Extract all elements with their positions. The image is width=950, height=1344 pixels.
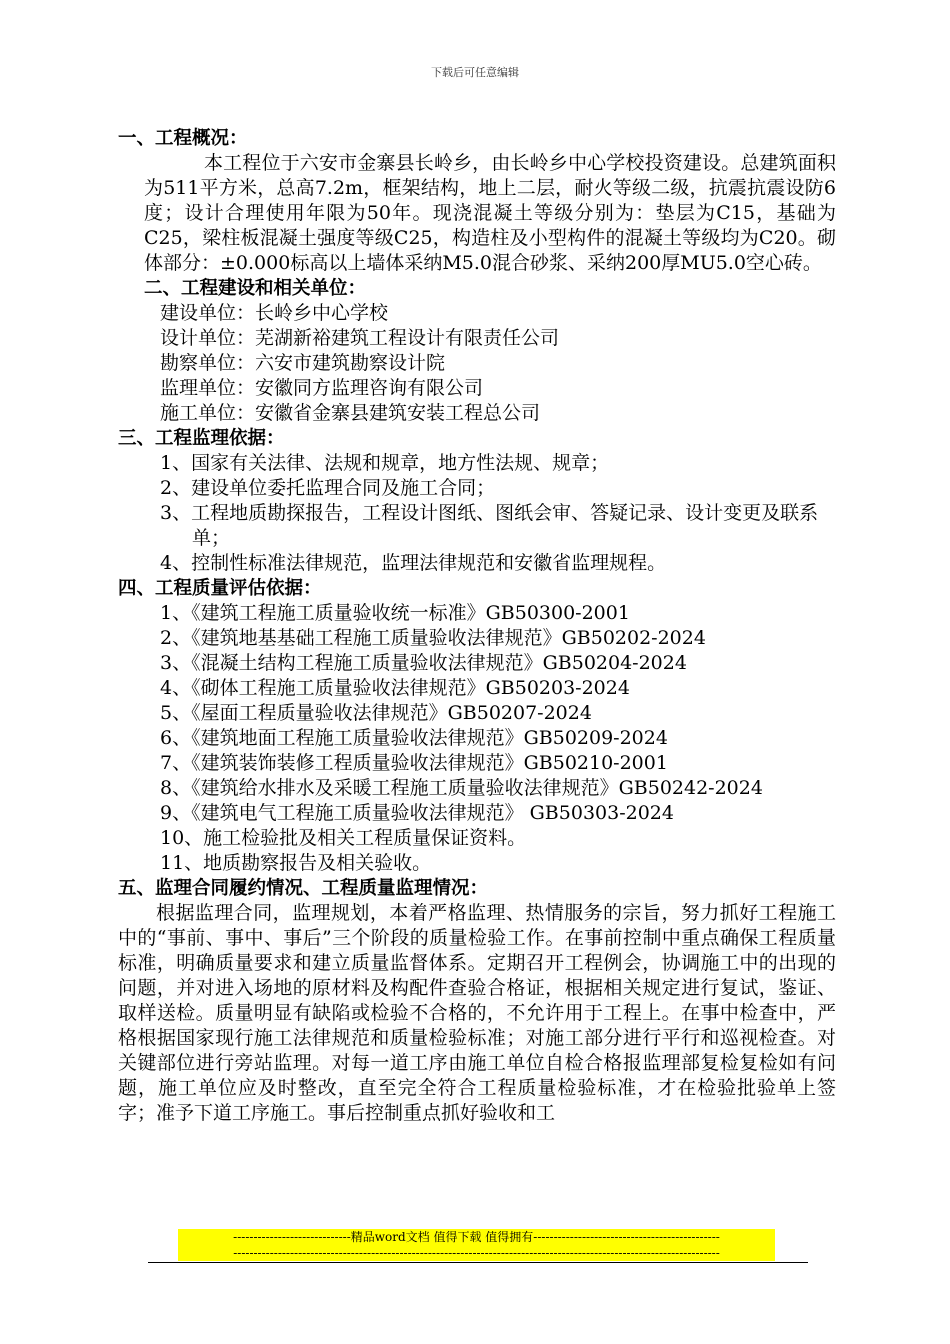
- list-item: 4、控制性标准法律规范，监理法律规范和安徽省监理规程。: [160, 552, 667, 574]
- section-title-contract-performance: 五、监理合同履约情况、工程质量监理情况：: [118, 878, 489, 899]
- list-item: 4、《砌体工程施工质量验收法律规范》GB50203-2024: [160, 677, 630, 699]
- list-item: 11、地质勘察报告及相关验收。: [160, 852, 432, 874]
- list-item: 9、《建筑电气工程施工质量验收法律规范》 GB50303-2024: [160, 802, 674, 824]
- list-item: 10、施工检验批及相关工程质量保证资料。: [160, 827, 527, 849]
- list-item: 7、《建筑装饰装修工程质量验收法律规范》GB50210-2001: [160, 752, 668, 774]
- section-title-supervision-basis: 三、工程监理依据：: [118, 428, 285, 449]
- list-item: 1、《建筑工程施工质量验收统一标准》GB50300-2001: [160, 602, 630, 624]
- list-item: 8、《建筑给水排水及采暖工程施工质量验收法律规范》GB50242-2024: [160, 777, 763, 799]
- unit-supervision: 监理单位：安徽同方监理咨询有限公司: [160, 377, 484, 399]
- unit-contractor: 施工单位：安徽省金寨县建筑安装工程总公司: [160, 402, 541, 424]
- overview-paragraph: 本工程位于六安市金寨县长岭乡，由长岭乡中心学校投资建设。总建筑面积为511平方米，总高7.2m，框架结构，地上二层，耐火等级二级，抗震抗震设防6度；设计合理使用年限为50年。现浇混凝土等级分别为：垫层为C15，基础为C25，梁柱板混凝土强度等级C25，构造柱及小型构件的混凝土等级均为C20。砌体部分：±0.000标高以上墙体采纳M5.0混合砂浆、采纳200厚MU5.0空心砖。: [144, 152, 836, 274]
- footer-banner: [178, 1229, 775, 1261]
- document-body: [118, 126, 836, 1126]
- section-title-evaluation-basis: 四、工程质量评估依据：: [118, 578, 322, 599]
- list-item: 2、建设单位委托监理合同及施工合同；: [160, 477, 496, 499]
- section-title-units: 二、工程建设和相关单位：: [144, 278, 367, 299]
- list-item: 1、国家有关法律、法规和规章，地方性法规、规章；: [160, 452, 610, 474]
- list-item: 3、工程地质勘探报告，工程设计图纸、图纸会审、答疑记录、设计变更及联系单；: [160, 502, 819, 549]
- unit-survey: 勘察单位：六安市建筑勘察设计院: [160, 352, 446, 374]
- footer-banner-line2: ------------------------------------------------------------------------------------------------------------------------: [233, 1246, 720, 1260]
- list-item: 5、《屋面工程质量验收法律规范》GB50207-2024: [160, 702, 592, 724]
- footer-divider: [148, 1262, 808, 1263]
- unit-design: 设计单位：芜湖新裕建筑工程设计有限责任公司: [160, 327, 560, 349]
- page-header-note: 下载后可任意编辑: [431, 66, 519, 79]
- contract-performance-paragraph: 根据监理合同，监理规划，本着严格监理、热情服务的宗旨，努力抓好工程施工中的“事前、事中、事后”三个阶段的质量检验工作。在事前控制中重点确保工程质量标准，明确质量要求和建立质量监督体系。定期召开工程例会，协调施工中的出现的问题，并对进入场地的原材料及构配件查验合格证，根据相关规定进行复试，鉴证、取样送检。质量明显有缺陷或检验不合格的，不允许用于工程上。在事中检查中，严格根据国家现行施工法律规范和质量检验标准；对施工部分进行平行和巡视检查。对关键部位进行旁站监理。对每一道工序由施工单位自检合格报监理部复检复检如有问题，施工单位应及时整改，直至完全符合工程质量检验标准，才在检验批验单上签字；准予下道工序施工。事后控制重点抓好验收和工: [118, 902, 836, 1124]
- list-item: 6、《建筑地面工程施工质量验收法律规范》GB50209-2024: [160, 727, 668, 749]
- list-item: 2、《建筑地基基础工程施工质量验收法律规范》GB50202-2024: [160, 627, 706, 649]
- footer-banner-line1: -----------------------------精品word文档 值得下载 值得拥有----------------------------------------------: [233, 1230, 720, 1244]
- section-title-overview: 一、工程概况：: [118, 128, 248, 149]
- list-item: 3、《混凝土结构工程施工质量验收法律规范》GB50204-2024: [160, 652, 687, 674]
- unit-construction: 建设单位：长岭乡中心学校: [160, 302, 389, 324]
